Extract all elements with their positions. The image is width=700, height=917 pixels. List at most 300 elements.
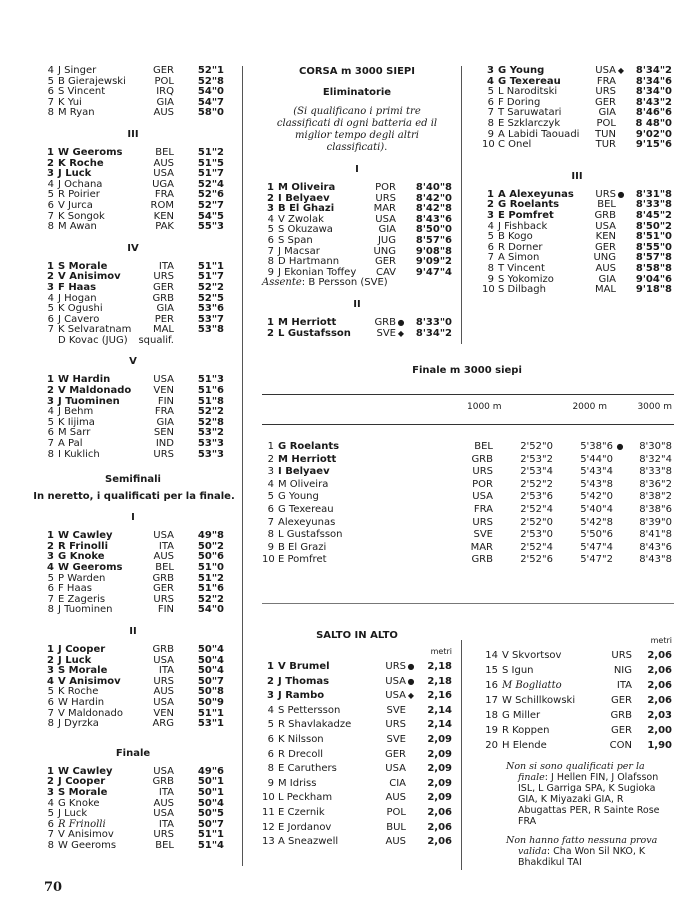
country-code: MAL (594, 284, 616, 296)
semifinals-note: In neretto, i qualificati per la finale. (33, 491, 235, 503)
position: 18 (485, 710, 498, 721)
result-row (262, 791, 452, 806)
country-code: GRB (610, 710, 632, 721)
country-code: VEN (153, 385, 174, 397)
record-diamond-icon: ◆ (617, 66, 625, 75)
position: 8 (487, 117, 494, 129)
country-code: SVE (386, 704, 406, 716)
record-mark-empty (616, 119, 626, 130)
athlete-name: B Gierajewski (58, 75, 126, 87)
record-mark-empty (396, 257, 406, 268)
athlete-name: E Czernik (278, 806, 325, 818)
position: 1 (267, 182, 274, 193)
semifinal-semi2 (42, 626, 224, 730)
athlete-name: J Tuominen (58, 395, 120, 407)
athlete-name: G Young (498, 65, 545, 76)
steeple-final-header (262, 402, 672, 413)
country-code: ROM (150, 199, 174, 211)
position: 9 (267, 777, 274, 789)
country-code: CON (609, 740, 632, 751)
record-mark-empty (616, 140, 626, 151)
athlete-name: W Geeroms (58, 562, 123, 573)
athlete-name: F Doring (498, 96, 541, 108)
split-2000m: 5'42"8 (580, 516, 613, 528)
athlete-name: V Anisimov (58, 829, 114, 841)
athlete-name: H Elende (502, 740, 547, 751)
non-qualified-note: Non si sono qualificati per la finale: J Hellen FIN, J Olafsson ISL, L Garriga SPA, K Sugioka GIA, K Miyazaki GIA, R Abugattas PER, R Sainte Rose FRA (506, 761, 660, 827)
country-code: POL (386, 806, 406, 818)
result-value: 53"3 (197, 448, 224, 460)
country-code: ARG (152, 718, 174, 730)
record-mark-empty (613, 466, 627, 479)
country-code: GER (594, 241, 616, 253)
high-jump-title: SALTO IN ALTO (316, 630, 398, 641)
position: 2 (47, 654, 54, 666)
country-code: ITA (158, 540, 174, 552)
athlete-name: I Belyaev (278, 466, 330, 478)
position: 2 (487, 199, 494, 211)
record-mark-empty (396, 247, 406, 258)
record-mark-empty (406, 821, 416, 836)
semifinals-title: Semifinali (105, 474, 161, 486)
record-mark-empty (613, 504, 627, 517)
country-code: GER (152, 281, 174, 293)
position: 4 (487, 220, 494, 232)
position: 8 (47, 448, 54, 460)
result-row (42, 698, 224, 709)
record-diamond-icon: ◆ (397, 328, 405, 338)
result-value: 51"7 (197, 271, 224, 283)
position: 13 (262, 836, 275, 848)
result-value: 2,18 (427, 661, 452, 672)
high-jump-right (482, 636, 672, 876)
result-value: 53"6 (197, 303, 224, 315)
position: 2 (267, 192, 274, 204)
country-code: IRQ (156, 86, 174, 98)
result-value: 51"6 (197, 385, 224, 397)
country-code: GRB (594, 209, 616, 221)
record-mark-empty (396, 268, 406, 279)
result-row (262, 329, 452, 340)
absent-label: Assente (262, 277, 302, 289)
position: 6 (487, 96, 494, 108)
result-value: 51"1 (197, 260, 224, 272)
position: 12 (262, 821, 275, 833)
result-value: 8'34"2 (415, 327, 452, 339)
athlete-name: M Herriott (278, 316, 337, 328)
position: 5 (47, 808, 54, 820)
country-code: AUS (153, 551, 174, 563)
result-value: 8'34"6 (635, 75, 672, 87)
athlete-name: J Hogan (58, 292, 97, 304)
result-value: 8'57"6 (415, 234, 452, 246)
country-code: URS (153, 675, 174, 687)
position: 2 (47, 157, 54, 169)
result-row (262, 318, 452, 329)
steeplechase-heats (262, 66, 452, 339)
time-3000m: 8'38"6 (639, 503, 672, 515)
position: 9 (267, 541, 274, 553)
athlete-name: M Awan (58, 221, 97, 233)
position: 19 (485, 725, 498, 736)
country-code: MAL (152, 324, 174, 336)
country-code: GER (374, 256, 396, 268)
country-code: NIG (613, 665, 632, 676)
steeple-title: CORSA m 3000 SIEPI (299, 66, 415, 77)
position: 11 (262, 806, 275, 818)
record-mark-empty (613, 491, 627, 504)
position: 7 (47, 96, 54, 108)
result-row (42, 450, 224, 461)
athlete-name: R Drecoll (278, 748, 324, 760)
country-code: BEL (155, 562, 174, 573)
result-value: 8'58"8 (635, 262, 672, 274)
position: 4 (487, 75, 494, 87)
header-2000m: 2000 m (572, 402, 607, 412)
country-code: GRB (471, 453, 493, 465)
result-value: 8'50"0 (415, 224, 452, 236)
athlete-name: R Frinolli (58, 818, 106, 830)
country-code: USA (472, 491, 493, 503)
athlete-name: J Fishback (498, 220, 548, 232)
result-row (482, 708, 672, 723)
position: 5 (47, 686, 54, 698)
result-value: 52"2 (197, 406, 224, 418)
heat-heat5 (42, 356, 224, 460)
result-row (262, 777, 452, 792)
country-code: USA (153, 765, 174, 777)
athlete-name: G Miller (502, 710, 541, 721)
position: 5 (267, 491, 274, 503)
position: 1 (267, 661, 274, 672)
athlete-name: A Alexeyunas (498, 188, 574, 200)
result-value: 9'08"8 (415, 245, 452, 257)
country-code: USA (153, 654, 174, 666)
position: 6 (267, 733, 274, 745)
country-code: BEL (155, 146, 174, 158)
athlete-name: C Onel (498, 139, 532, 151)
country-code: GRB (152, 776, 174, 788)
athlete-name: R Poirier (58, 189, 100, 201)
athlete-name: A Sneazwell (278, 836, 339, 848)
final-row (262, 466, 672, 479)
split-1000m: 2'53"4 (520, 466, 553, 478)
country-code: BEL (474, 441, 493, 452)
country-code: AUS (153, 107, 174, 119)
result-value: 8'31"8 (635, 188, 672, 200)
position: 9 (267, 266, 274, 278)
record-mark-empty (616, 211, 626, 222)
country-code: TUN (595, 128, 616, 140)
column-divider-mid (461, 66, 462, 344)
header-3000m: 3000 m (637, 402, 672, 412)
athlete-name: V Skvortsov (502, 650, 562, 661)
position: 2 (267, 675, 274, 687)
position: 1 (47, 765, 54, 777)
position: 2 (47, 385, 54, 397)
result-value: 49"6 (197, 765, 224, 777)
position: 8 (267, 529, 274, 541)
athlete-name: S Morale (58, 786, 108, 798)
country-code: SVE (376, 327, 396, 339)
athlete-name: E Jordanov (278, 821, 332, 833)
result-value: 9'02"0 (635, 128, 672, 140)
position: 17 (485, 695, 498, 706)
result-value: 9'47"4 (415, 266, 452, 278)
result-value: 54"7 (197, 96, 224, 108)
country-code: GER (152, 583, 174, 595)
result-row (482, 663, 672, 678)
split-2000m: 5'47"4 (580, 541, 613, 553)
record-mark-empty (616, 130, 626, 141)
position: 6 (47, 86, 54, 98)
athlete-name: K Selvaratnam (58, 324, 132, 336)
record-mark-empty (406, 791, 416, 806)
position: 1 (47, 530, 54, 542)
time-3000m: 8'36"2 (639, 478, 672, 490)
result-value: 8'34"0 (635, 86, 672, 98)
position: 5 (47, 416, 54, 428)
result-row (262, 762, 452, 777)
athlete-name: L Gustafsson (278, 327, 351, 339)
position: 3 (47, 786, 54, 798)
result-value: 51"3 (197, 374, 224, 386)
result-value: 51"2 (197, 572, 224, 584)
position: 3 (47, 665, 54, 677)
athlete-name: D Hartmann (278, 256, 340, 268)
result-row (482, 211, 672, 222)
result-value: 2,09 (427, 777, 452, 789)
position: 5 (47, 189, 54, 201)
position: 5 (47, 572, 54, 584)
country-code: PER (154, 313, 174, 325)
country-code: GER (594, 96, 616, 108)
result-value: 2,06 (647, 695, 672, 706)
country-code: BEL (155, 839, 174, 851)
result-value: 8'50"2 (635, 220, 672, 232)
country-code: USA (385, 690, 406, 702)
athlete-name: K Nilsson (278, 733, 324, 745)
record-mark-empty (406, 748, 416, 763)
absent-line (262, 278, 452, 289)
athlete-name: J Rambo (278, 690, 325, 702)
country-code: JUG (377, 234, 396, 246)
split-2000m: 5'47"2 (580, 554, 613, 566)
athlete-name: V Maldonado (58, 707, 123, 719)
result-row (262, 748, 452, 763)
record-mark-empty (406, 806, 416, 821)
athlete-name: W Hardin (58, 696, 105, 708)
result-value: 50"8 (197, 686, 224, 698)
record-mark-empty (616, 253, 626, 264)
steeple-final-rule-bottom (262, 424, 674, 425)
athlete-name: R Koppen (502, 725, 550, 736)
athlete-name: V Anisimov (58, 271, 121, 283)
country-code: GRB (152, 643, 174, 655)
position: 4 (47, 562, 54, 573)
result-value: 8'33"8 (635, 199, 672, 211)
result-value: 54"0 (197, 604, 224, 616)
position: 9 (487, 128, 494, 140)
position: 1 (47, 260, 54, 272)
split-2000m: 5'43"8 (580, 478, 613, 490)
country-code: GIA (156, 96, 174, 108)
position: 20 (485, 740, 498, 751)
split-1000m: 2'53"0 (520, 529, 553, 541)
record-diamond-icon: ◆ (407, 691, 415, 701)
result-value: 52"5 (197, 292, 224, 304)
athlete-name: G Texereau (498, 75, 561, 87)
result-value: 9'15"6 (635, 139, 672, 151)
country-code: URS (385, 661, 406, 672)
country-code: CIA (389, 777, 406, 789)
result-value: 50"1 (197, 776, 224, 788)
result-row (262, 718, 452, 733)
athlete-name: V Jurca (58, 199, 93, 211)
position (42, 336, 54, 347)
result-value: 2,03 (647, 710, 672, 721)
time-3000m: 8'43"8 (639, 554, 672, 566)
athlete-name: S Yokomizo (498, 273, 554, 285)
split-1000m: 2'53"2 (520, 453, 553, 465)
position: 7 (47, 593, 54, 605)
semifinal-semi1 (42, 512, 224, 616)
country-code: SVE (386, 733, 406, 745)
position: 9 (487, 273, 494, 285)
result-row (482, 648, 672, 663)
record-mark-empty (616, 222, 626, 233)
result-value: 51"5 (197, 157, 224, 169)
result-row (262, 183, 452, 194)
athlete-name: J Tuominen (58, 604, 113, 616)
final-row (262, 517, 672, 530)
result-value: 52"7 (197, 199, 224, 211)
final-row (262, 441, 672, 454)
country-code: AUS (153, 797, 174, 809)
record-mark-empty (616, 200, 626, 211)
country-code: GER (610, 695, 632, 706)
position: 7 (47, 829, 54, 841)
record-mark-empty (616, 243, 626, 254)
athlete-name: G Knoke (58, 551, 105, 563)
athlete-name: E Szklarczyk (498, 117, 561, 129)
position: 7 (47, 707, 54, 719)
athlete-name: S Vincent (58, 86, 106, 98)
result-value: 8'43"2 (635, 96, 672, 108)
result-value: 51"2 (197, 146, 224, 158)
result-value: 53"1 (197, 718, 224, 730)
country-code: SEN (153, 427, 174, 439)
country-code: ITA (158, 665, 174, 677)
steeple-final-table (262, 441, 672, 567)
record-mark-empty (396, 215, 406, 226)
result-value: 50"4 (197, 665, 224, 677)
time-3000m: 8'43"6 (639, 541, 672, 553)
record-mark-empty (406, 718, 416, 733)
record-mark-empty (616, 285, 626, 296)
record-mark-empty (613, 479, 627, 492)
split-2000m: 5'50"6 (580, 529, 613, 541)
country-code: USA (153, 696, 174, 708)
athlete-name: J Cooper (58, 643, 106, 655)
result-row (262, 236, 452, 247)
country-code: squalif. (138, 334, 174, 346)
split-1000m: 2'52"4 (520, 503, 553, 515)
position: 2 (47, 271, 54, 283)
country-code: MAR (470, 541, 493, 553)
result-value: 8'42"0 (415, 192, 452, 204)
record-mark-empty (616, 275, 626, 286)
result-row (42, 563, 224, 574)
result-value: 50"2 (197, 540, 224, 552)
country-code: FIN (157, 604, 174, 616)
record-mark-empty (613, 542, 627, 555)
result-row (42, 645, 224, 656)
country-code: KEN (153, 210, 174, 222)
country-code: PAK (155, 221, 174, 233)
record-mark-empty (396, 236, 406, 247)
country-code: UGA (152, 178, 174, 190)
position: 1 (47, 374, 54, 386)
athlete-name: J Ochana (58, 178, 103, 190)
result-value: 8'33"0 (415, 316, 452, 328)
position: 8 (47, 604, 54, 616)
position: 4 (47, 65, 54, 76)
athlete-name: G Young (278, 491, 319, 503)
result-value: 8'43"6 (415, 213, 452, 225)
position: 6 (47, 696, 54, 708)
country-code: USA (595, 220, 616, 232)
record-mark-empty (613, 554, 627, 567)
result-value: 2,09 (427, 748, 452, 760)
athlete-name: S Morale (58, 665, 108, 677)
result-value: 2,06 (427, 806, 452, 818)
result-row (482, 285, 672, 296)
position: 3 (47, 281, 54, 293)
record-dot-icon: ● (617, 189, 625, 199)
athlete-name: F Haas (58, 281, 97, 293)
result-row (482, 723, 672, 738)
position: 5 (47, 75, 54, 87)
athlete-name: J Dyrzka (58, 718, 99, 730)
record-mark-empty (396, 204, 406, 215)
split-2000m: 5'43"4 (580, 466, 613, 478)
split-1000m: 2'53"6 (520, 491, 553, 503)
result-value: 51"4 (197, 839, 224, 851)
final-row (262, 554, 672, 567)
position: 2 (47, 776, 54, 788)
final-label: Finale (115, 747, 151, 759)
result-value: 2,06 (647, 650, 672, 661)
result-value: 53"3 (197, 438, 224, 450)
result-value: 54"5 (197, 210, 224, 222)
position: 7 (267, 516, 274, 528)
country-code: GIA (156, 416, 174, 428)
heat-label: III (127, 128, 139, 140)
country-code: URS (153, 448, 174, 460)
result-row (42, 108, 224, 119)
position: 6 (487, 241, 494, 253)
split-1000m: 2'52"2 (520, 478, 553, 490)
athlete-name: W Cawley (58, 530, 113, 542)
split-2000m: 5'38"6 (580, 441, 613, 452)
absent-value: : B Persson (SVE) (301, 277, 388, 289)
result-value: 52"4 (197, 178, 224, 190)
result-row (482, 693, 672, 708)
result-row (262, 675, 452, 690)
country-code: USA (375, 213, 396, 225)
country-code: URS (385, 719, 406, 731)
